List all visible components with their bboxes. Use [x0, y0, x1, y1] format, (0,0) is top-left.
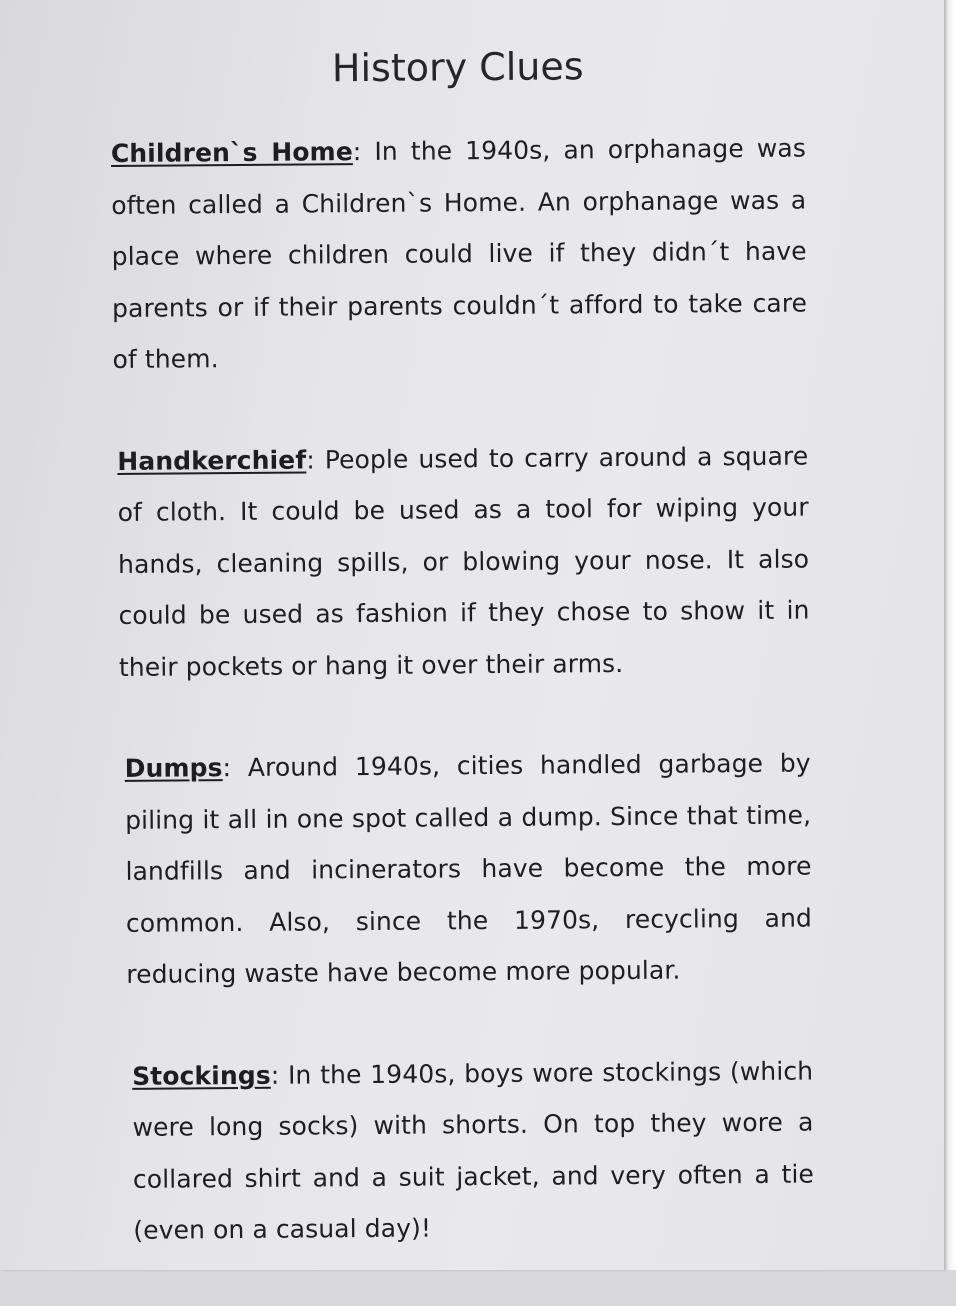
entry-term: Dumps: [124, 753, 223, 783]
page-title: History Clues: [331, 44, 584, 91]
entry-term: Stockings: [132, 1060, 271, 1091]
entry-term: Children`s Home: [110, 137, 353, 168]
entry-definition: : In the 1940s, boys wore stockings (which were long socks) with shorts. On top they wore a collared shirt and a suit jacket, and very often a tie (even on a casual day)!: [132, 1056, 815, 1245]
entry-definition: : In the 1940s, an orphanage was often called a Children`s Home. An orphanage was a place where children could live if they didn´t have parents or if their parents couldn´t afford to take care of them.: [111, 133, 808, 374]
entry-handkerchief: [117, 430, 810, 693]
paper-edge: [944, 0, 956, 1270]
entry-definition: : Around 1940s, cities handled garbage by piling it all in one spot called a dump. Since that time, landfills and incinerators have become the more common. Also, since the 1970s, recycling and reducing waste have become more popular.: [125, 748, 813, 989]
entry-childrens-home: [111, 123, 808, 386]
entry-dumps: [125, 738, 813, 1001]
entry-term: Handkerchief: [117, 444, 307, 476]
entry-definition: : People used to carry around a square of cloth. It could be used as a tool for wiping your hands, cleaning spills, or blowing your nose. It also could be used as fashion if they chose to show it in their pockets or hang it over their arms.: [117, 441, 810, 682]
entry-stockings: [132, 1045, 815, 1256]
document-body: [110, 35, 815, 1306]
